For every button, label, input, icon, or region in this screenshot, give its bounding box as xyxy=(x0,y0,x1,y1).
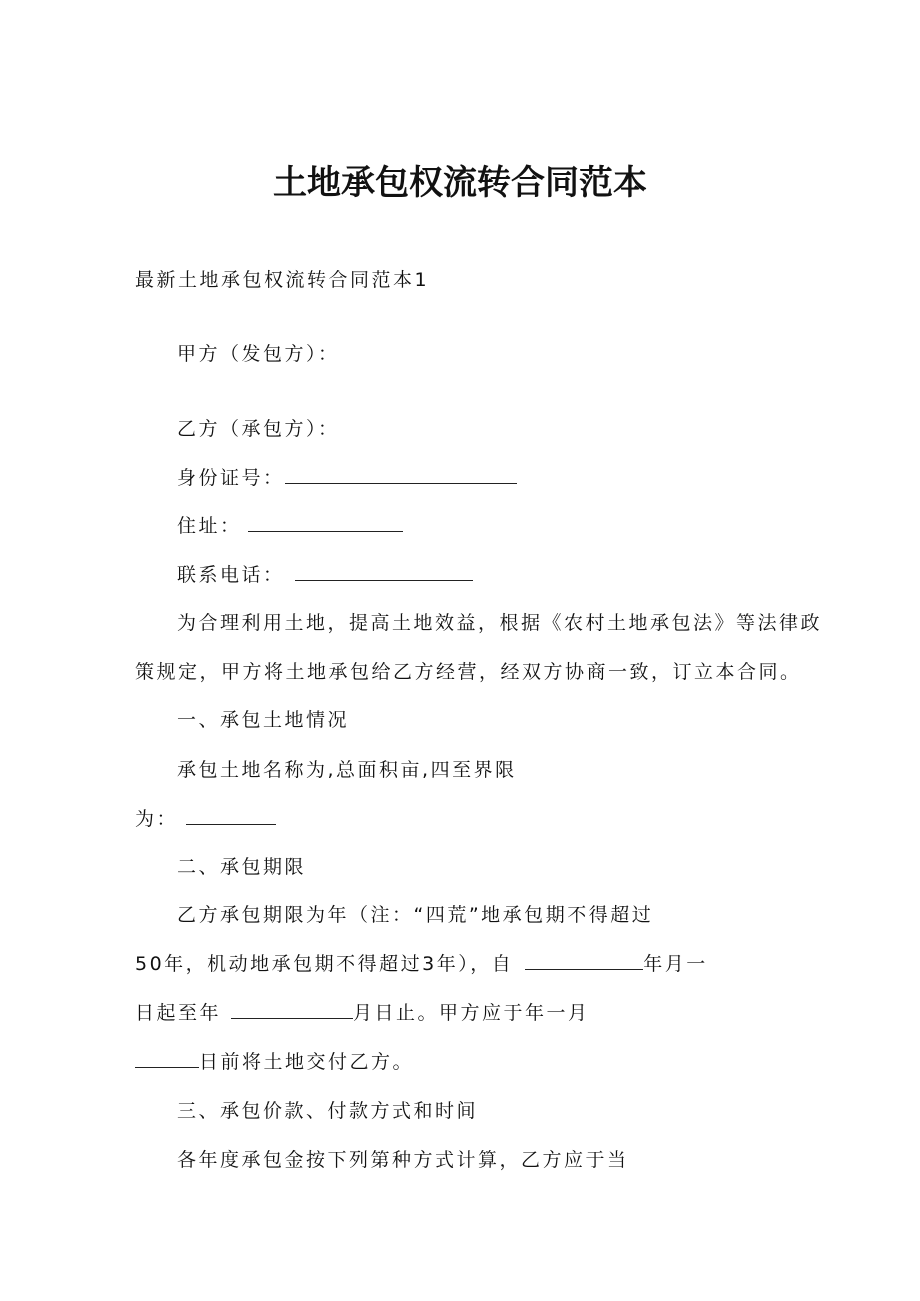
party-a-label: 甲方（发包方）： xyxy=(177,343,340,365)
phone-blank xyxy=(295,562,473,581)
section2-line-3 xyxy=(135,999,590,1027)
id-number-row xyxy=(177,464,517,492)
intro-line-1: 为合理利用土地，提高土地效益，根据《农村土地承包法》等法律政 xyxy=(177,612,823,634)
document-title: 土地承包权流转合同范本 xyxy=(273,163,647,203)
section3-line-1: 各年度承包金按下列第种方式计算，乙方应于当 xyxy=(177,1149,629,1171)
address-label: 住址： xyxy=(177,515,242,537)
delivery-date-blank xyxy=(135,1049,199,1068)
start-date-blank xyxy=(525,951,643,970)
section2-line-3b: 月日止。甲方应于年一月 xyxy=(353,1002,590,1024)
section2-line-2a: 50年，机动地承包期不得超过3年），自 xyxy=(135,953,514,975)
section2-line-3a: 日起至年 xyxy=(135,1002,222,1024)
phone-label: 联系电话： xyxy=(177,564,285,586)
section2-line-2 xyxy=(135,950,708,978)
end-date-blank xyxy=(231,1000,353,1019)
section2-heading: 二、承包期限 xyxy=(177,856,307,878)
id-number-blank xyxy=(285,465,517,484)
section1-line-2 xyxy=(135,805,276,833)
section2-line-4-text: 日前将土地交付乙方。 xyxy=(199,1051,415,1073)
party-b-label: 乙方（承包方）： xyxy=(177,418,340,440)
id-number-label: 身份证号： xyxy=(177,467,285,489)
section1-line-1: 承包土地名称为,总面积亩,四至界限 xyxy=(177,759,517,781)
intro-line-2: 策规定，甲方将土地承包给乙方经营，经双方协商一致，订立本合同。 xyxy=(135,661,802,683)
section3-heading: 三、承包价款、付款方式和时间 xyxy=(177,1100,479,1122)
section2-line-4 xyxy=(135,1048,414,1076)
address-blank xyxy=(248,513,403,532)
address-row xyxy=(177,512,403,540)
section2-line-2b: 年月一 xyxy=(643,953,708,975)
phone-row xyxy=(177,561,473,589)
section2-line-1: 乙方承包期限为年（注：“四荒”地承包期不得超过 xyxy=(177,904,654,926)
document-subtitle: 最新土地承包权流转合同范本1 xyxy=(135,269,430,291)
section1-line-2-label: 为： xyxy=(135,808,179,830)
boundary-blank xyxy=(186,806,276,825)
section1-heading: 一、承包土地情况 xyxy=(177,709,350,731)
